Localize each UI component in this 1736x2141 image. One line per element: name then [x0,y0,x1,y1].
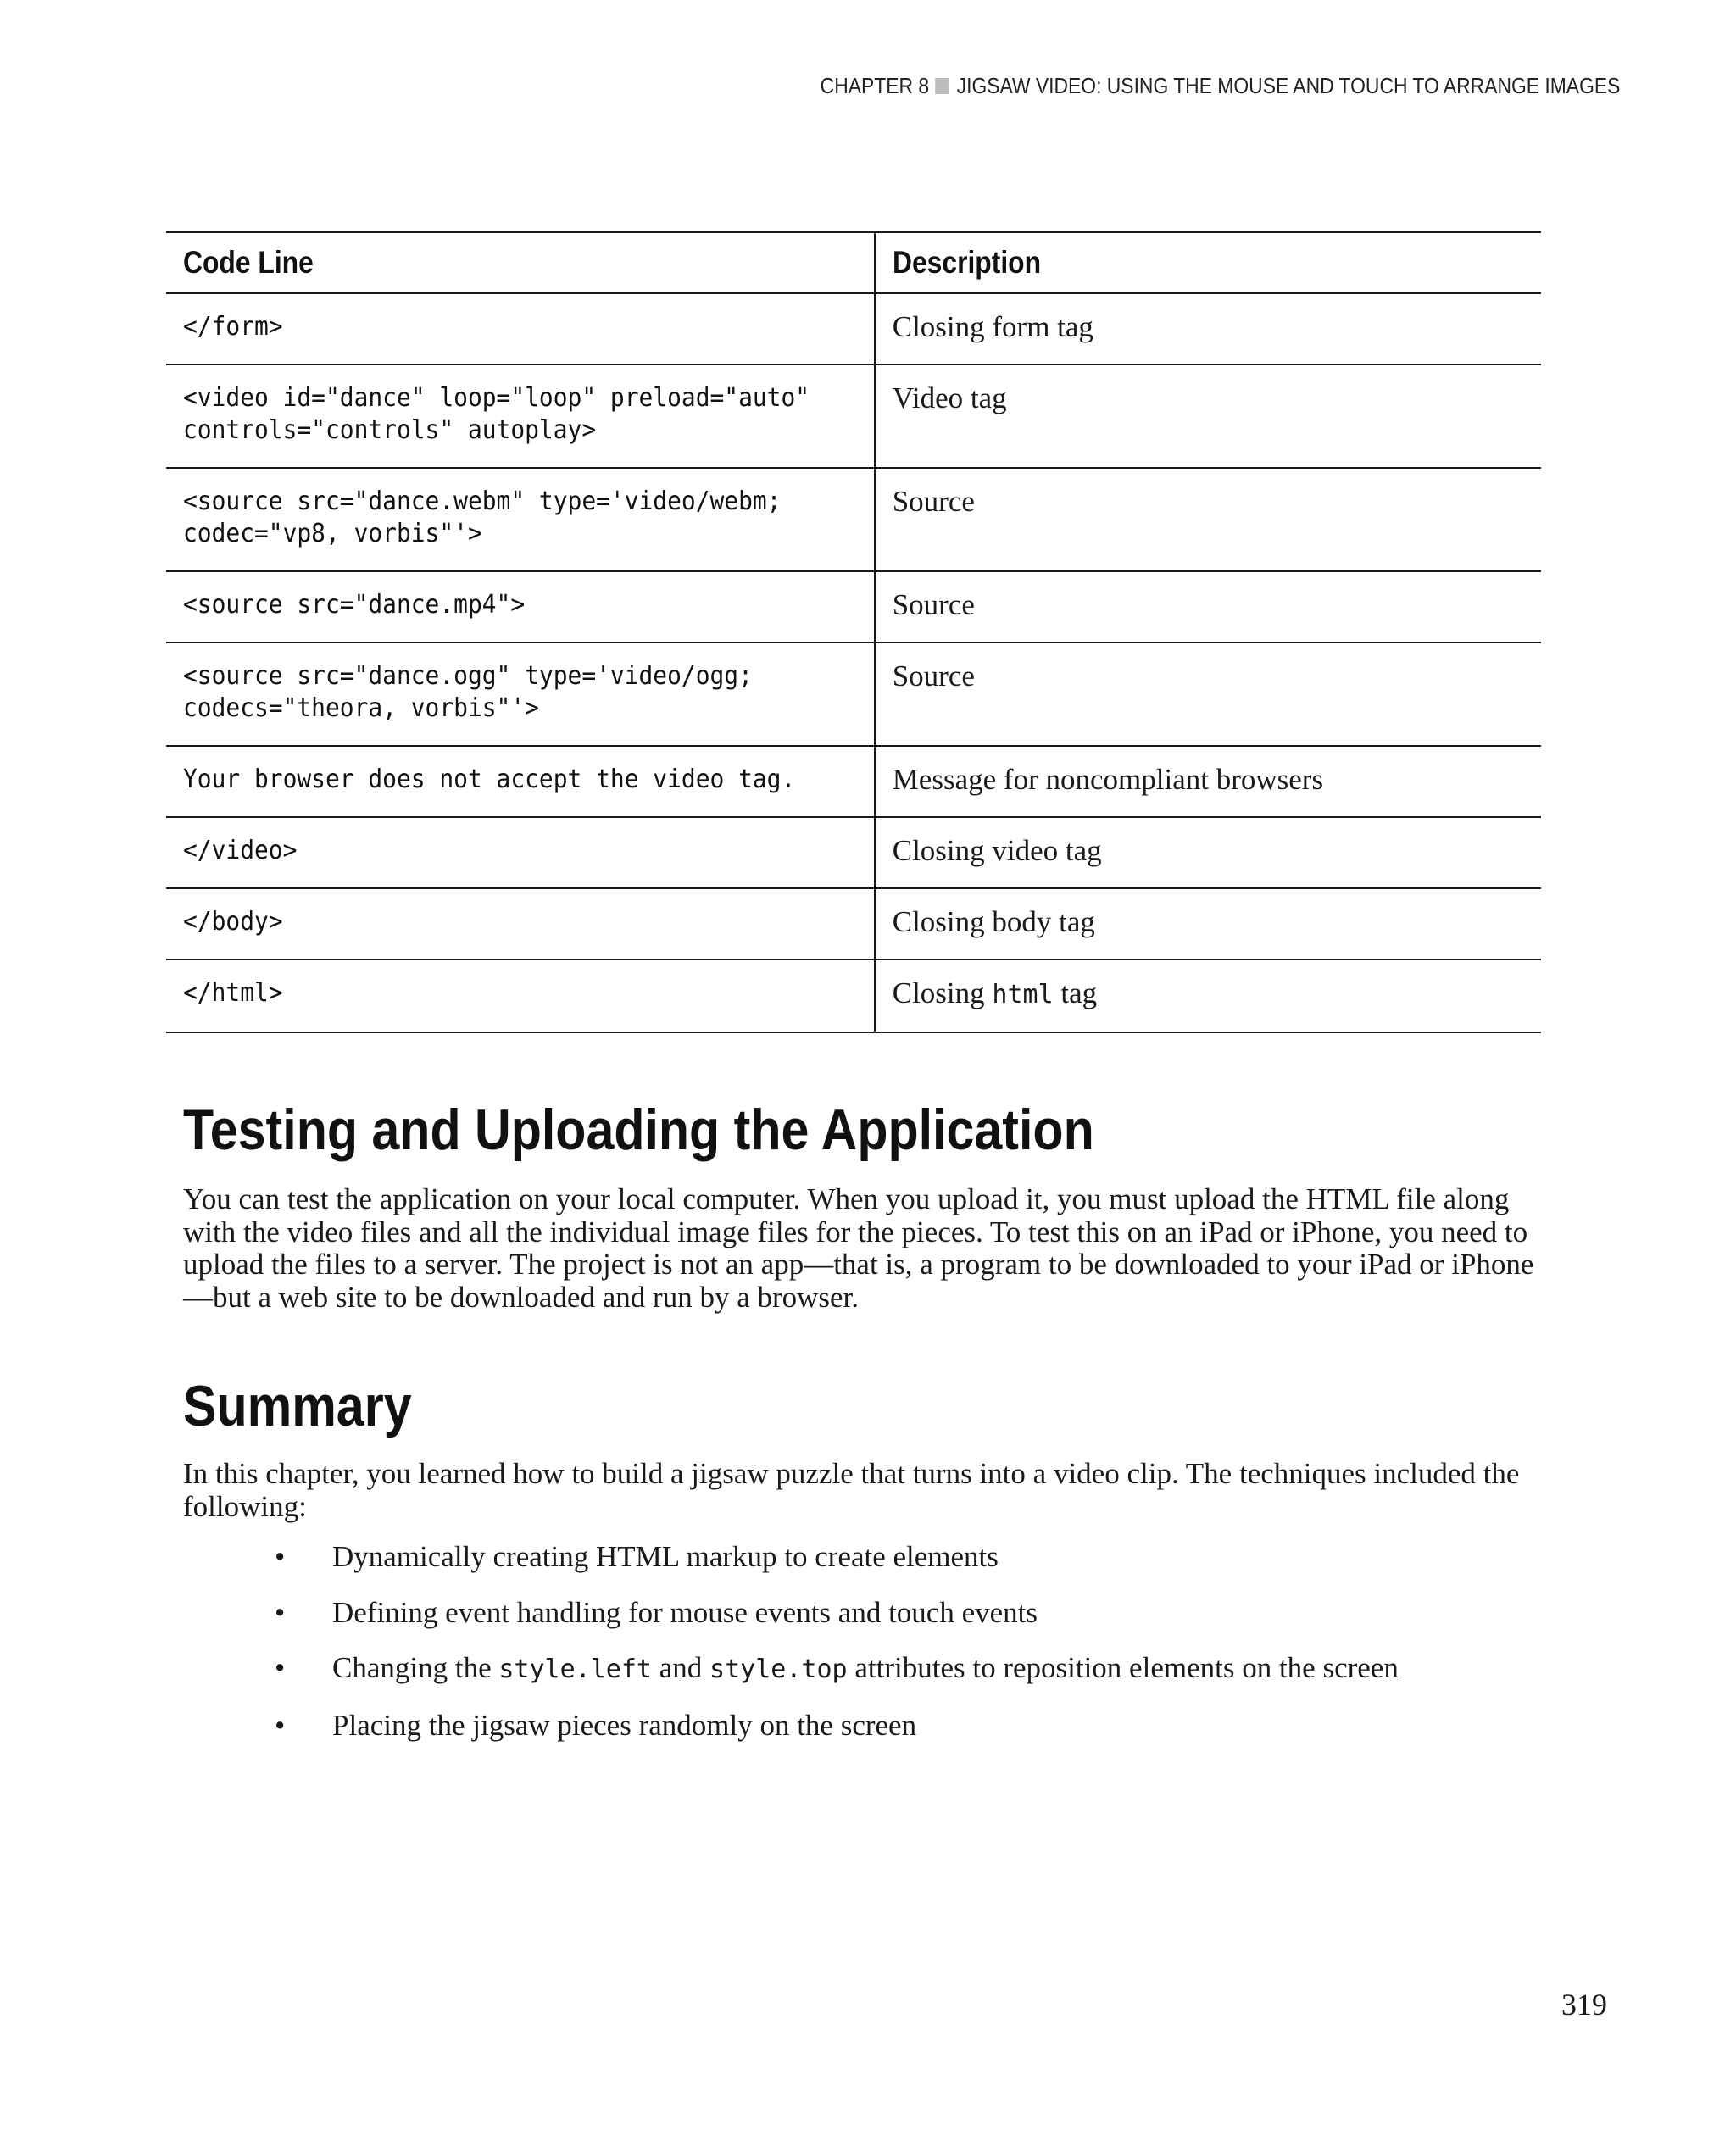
description-cell: Video tag [875,364,1541,468]
inline-code: style.top [709,1654,848,1684]
code-description-table [166,231,1541,1033]
code-cell: Your browser does not accept the video tag. [166,746,875,817]
table-row [166,746,1541,817]
section-heading-summary: Summary [183,1374,412,1438]
code-cell: </video> [166,817,875,888]
paragraph-testing: You can test the application on your local computer. When you upload it, you must upload the HTML file along with the video files and all the individual image files for the pieces. To test this on an iPad or iPhone, you need to upload the files to a server. The project is not an app—that is, a program to be downloaded to your iPad or iPhone—but a web site to be downloaded and run by a browser. [183,1182,1534,1314]
table-row [166,571,1541,642]
bullet-icon: • [275,1708,286,1742]
code-cell: <video id="dance" loop="loop" preload="auto" controls="controls" autoplay> [166,364,875,468]
running-head-chapter: CHAPTER 8 [820,73,929,98]
description-cell: Message for noncompliant browsers [875,746,1541,817]
bullet-icon: • [275,1651,286,1684]
table-row [166,888,1541,959]
page-number: 319 [1561,1988,1607,2021]
code-cell: </body> [166,888,875,959]
table-row [166,959,1541,1032]
technique-list [183,1541,1455,1765]
code-cell: </html> [166,959,875,1032]
paragraph-summary: In this chapter, you learned how to build a jigsaw puzzle that turns into a video clip. The techniques included the following: [183,1457,1520,1523]
table-row [166,293,1541,364]
code-cell: <source src="dance.webm" type='video/webm; codec="vp8, vorbis"'> [166,468,875,571]
running-head [820,73,1620,99]
description-cell: Source [875,642,1541,746]
inline-code: html [992,980,1054,1009]
table-row [166,642,1541,746]
table-row [166,468,1541,571]
list-item: • Changing the style.left and style.top attributes to reposition elements on the screen [275,1651,1399,1684]
table-row [166,817,1541,888]
code-cell: <source src="dance.mp4"> [166,571,875,642]
description-cell: Closing html tag [875,959,1541,1032]
running-head-title: JIGSAW VIDEO: USING THE MOUSE AND TOUCH TO ARRANGE IMAGES [956,73,1620,98]
code-cell: </form> [166,293,875,364]
list-item: • Placing the jigsaw pieces randomly on the screen [275,1708,917,1742]
description-cell: Closing form tag [875,293,1541,364]
table-row [166,364,1541,468]
bullet-icon: • [275,1540,286,1573]
column-header-description: Description [875,232,1541,293]
bullet-icon: • [275,1595,286,1629]
square-separator-icon [935,78,949,94]
section-heading-testing: Testing and Uploading the Application [183,1098,1094,1162]
list-item: • Defining event handling for mouse events and touch events [275,1595,1038,1629]
code-cell: <source src="dance.ogg" type='video/ogg; codecs="theora, vorbis"'> [166,642,875,746]
column-header-code-line: Code Line [166,232,875,293]
description-cell: Source [875,571,1541,642]
inline-code: style.left [498,1654,652,1684]
table-header-row [166,232,1541,293]
description-cell: Source [875,468,1541,571]
description-cell: Closing body tag [875,888,1541,959]
list-item: • Dynamically creating HTML markup to create elements [275,1540,999,1573]
description-cell: Closing video tag [875,817,1541,888]
